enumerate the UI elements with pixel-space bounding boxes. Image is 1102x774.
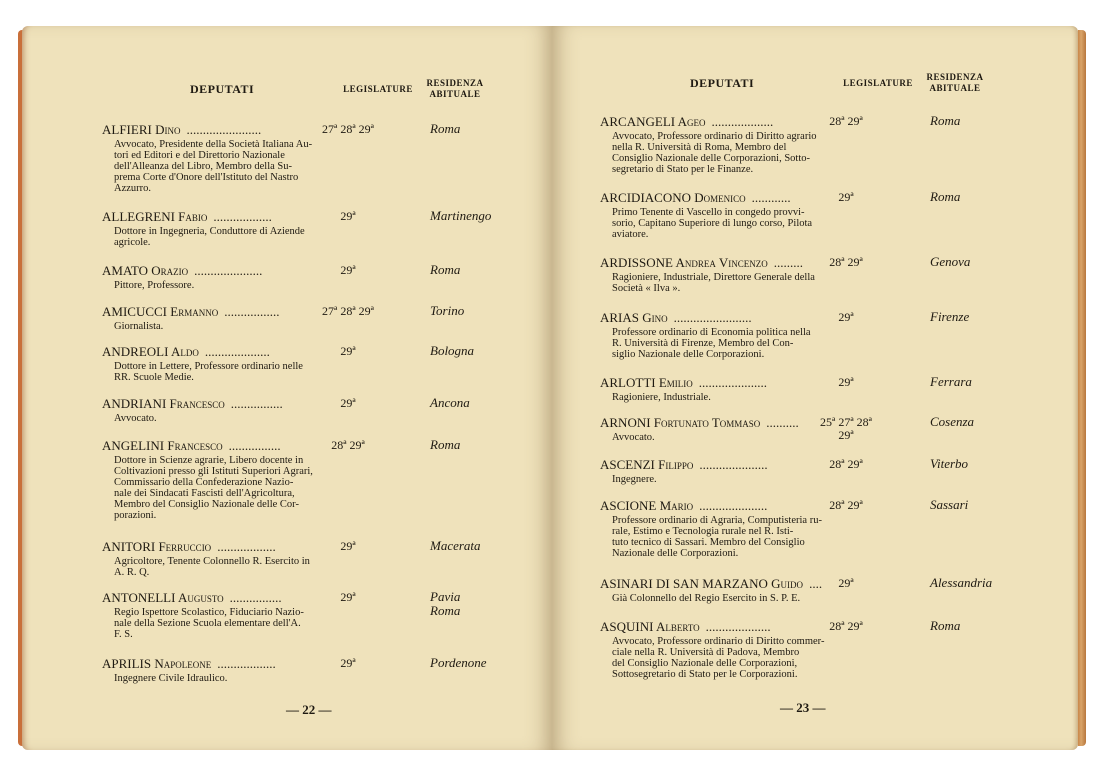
deputy-name: AMICUCCI Ermanno (102, 304, 219, 319)
residence-line: Roma (430, 437, 461, 452)
deputy-legislature (298, 264, 398, 277)
deputy-name-line (600, 576, 1070, 592)
description-line: siglio Nazionale delle Corporazioni. (612, 349, 765, 360)
leader-dots: .................... (705, 619, 771, 634)
description-line: tori ed Editori e del Direttorio Nazionale (114, 150, 285, 161)
leader-dots: ................ (230, 396, 283, 411)
deputy-residence (430, 344, 474, 358)
deputy-entry (102, 304, 552, 332)
residence-line: Roma (430, 262, 461, 277)
legislature-line: 28ª 29ª (829, 457, 863, 471)
deputy-name-line (102, 263, 552, 279)
deputy-residence (430, 263, 460, 277)
deputy-name: ASQUINI Alberto (600, 619, 700, 634)
deputy-name: ALFIERI Dino (102, 122, 181, 137)
deputy-description (612, 272, 1070, 294)
deputy-description (612, 474, 1070, 485)
description-line: Ragioniere, Industriale, Direttore Generale della (612, 272, 815, 283)
deputy-entry (600, 576, 1070, 604)
deputy-name: ARDISSONE Andrea Vincenzo (600, 255, 768, 270)
description-line: agricole. (114, 237, 151, 248)
description-line: rale, Estimo e Tecnologia rurale nel R. Isti- (612, 526, 794, 537)
description-line: sorio, Capitano Superiore di lungo corso, Pilota (612, 218, 813, 229)
deputy-legislature (298, 345, 398, 358)
leader-dots: ................... (711, 114, 774, 129)
page-number-right: — 23 — (780, 700, 826, 715)
deputy-name: ASCIONE Mario (600, 498, 694, 513)
deputy-name-line (102, 122, 552, 138)
leader-dots: ................. (224, 304, 280, 319)
deputy-residence (430, 656, 487, 670)
deputy-entry (600, 498, 1070, 559)
leader-dots: .................. (217, 539, 276, 554)
description-line: R. Università di Firenze, Membro del Con- (612, 338, 794, 349)
deputy-legislature (298, 397, 398, 410)
description-line: nella R. Università di Roma, Membro del (612, 142, 787, 153)
residence-line: Torino (430, 303, 465, 318)
residence-line: Alessandria (930, 575, 993, 590)
deputy-entry (600, 457, 1070, 485)
residence-line: Roma (430, 603, 461, 618)
deputy-entry (102, 122, 552, 194)
legislature-line: 29ª (340, 590, 356, 604)
residence-line: Viterbo (930, 456, 969, 471)
deputy-entry (102, 539, 552, 578)
left-page (22, 26, 552, 750)
deputy-entry (600, 190, 1070, 240)
deputy-name: ASINARI DI SAN MARZANO Guido (600, 576, 804, 591)
deputy-name-line (102, 209, 552, 225)
deputy-description (612, 327, 1070, 360)
deputy-description (612, 515, 1070, 559)
deputy-name: ANDREOLI Aldo (102, 344, 199, 359)
deputy-entry (600, 255, 1070, 294)
deputy-name-line (600, 375, 1070, 391)
deputy-name: ANGELINI Francesco (102, 438, 223, 453)
residence-line: Sassari (930, 497, 969, 512)
leader-dots: ..................... (698, 375, 768, 390)
description-line: Avvocato, Professore ordinario di Diritto agrario (612, 131, 817, 142)
description-line: Avvocato, Presidente della Società Italiana Au- (114, 139, 313, 150)
description-line: Membro del Consiglio Nazionale delle Cor- (114, 499, 299, 510)
description-line: aviatore. (612, 229, 649, 240)
book-spread (22, 26, 1086, 750)
deputy-residence (430, 438, 460, 452)
deputy-residence (430, 304, 464, 318)
residence-line: Roma (930, 189, 961, 204)
legislature-line: 28ª 29ª (829, 619, 863, 633)
leader-dots: ................ (229, 590, 282, 605)
deputy-legislature (796, 577, 896, 590)
deputy-entry (600, 114, 1070, 175)
deputy-residence (430, 209, 491, 223)
deputy-name-line (600, 457, 1070, 473)
legislature-line: 29ª (838, 428, 854, 442)
header-residenza-line2: ABITUALE (429, 89, 481, 99)
deputy-legislature (796, 115, 896, 128)
deputy-legislature (796, 458, 896, 471)
deputy-residence (930, 619, 960, 633)
legislature-line: 29ª (340, 539, 356, 553)
book-right-edge (1078, 30, 1086, 746)
deputy-description (114, 226, 552, 248)
deputy-name-line (600, 310, 1070, 326)
deputy-entry (102, 590, 552, 640)
deputy-description (114, 673, 552, 684)
description-line: Avvocato. (612, 432, 655, 443)
deputy-entry (102, 396, 552, 424)
description-line: Dottore in Scienze agrarie, Libero docente in (114, 455, 304, 466)
description-line: prema Corte d'Onore dell'Istituto del Nastro (114, 172, 299, 183)
deputy-name-line (102, 438, 552, 454)
description-line: Primo Tenente di Vascello in congedo provvi- (612, 207, 805, 218)
deputy-legislature (796, 191, 896, 204)
header-legislature: LEGISLATURE (843, 78, 913, 88)
deputy-name-line (102, 304, 552, 320)
description-line: Già Colonnello del Regio Esercito in S. P. E. (612, 593, 801, 604)
description-line: Dottore in Lettere, Professore ordinario nelle (114, 361, 303, 372)
legislature-line: 25ª 27ª 28ª (820, 415, 872, 429)
deputy-name-line (102, 539, 552, 555)
legislature-line: 29ª (838, 190, 854, 204)
deputy-legislature (796, 376, 896, 389)
description-line: Avvocato. (114, 413, 157, 424)
deputy-residence (930, 255, 970, 269)
deputy-name-line (600, 190, 1070, 206)
residence-line: Ancona (430, 395, 470, 410)
residence-line: Firenze (930, 309, 970, 324)
legislature-line: 29ª (340, 344, 356, 358)
deputy-name: ARCIDIACONO Domenico (600, 190, 746, 205)
residence-line: Cosenza (930, 414, 975, 429)
deputy-legislature (796, 620, 896, 633)
deputy-description (612, 593, 1070, 604)
description-line: Azzurro. (114, 183, 152, 194)
deputy-entry (102, 344, 552, 383)
residence-line: Macerata (430, 538, 481, 553)
description-line: Nazionale delle Corporazioni. (612, 548, 739, 559)
deputy-name-line (600, 619, 1070, 635)
legislature-line: 28ª 29ª (829, 498, 863, 512)
header-residenza-line2: ABITUALE (929, 83, 981, 93)
leader-dots: ......... (773, 255, 804, 270)
legislature-line: 28ª 29ª (331, 438, 365, 452)
header-residenza-line1: RESIDENZA (426, 78, 484, 88)
description-line: Professore ordinario di Agraria, Computisteria ru- (612, 515, 822, 526)
deputy-residence (430, 590, 460, 618)
deputy-name-line (600, 114, 1070, 130)
description-line: A. R. Q. (114, 567, 150, 578)
deputy-legislature (298, 591, 398, 604)
leader-dots: ..................... (194, 263, 263, 278)
deputy-description (114, 556, 552, 578)
leader-dots: .................. (217, 656, 276, 671)
description-line: Sottosegretario di Stato per le Corporazioni. (612, 669, 798, 680)
deputy-description (612, 392, 1070, 403)
deputy-name-line (600, 255, 1070, 271)
deputy-legislature (796, 256, 896, 269)
deputy-residence (930, 457, 968, 471)
deputy-entry (600, 619, 1070, 680)
deputy-legislature (298, 540, 398, 553)
deputy-legislature (298, 657, 398, 670)
legislature-line: 29ª (838, 310, 854, 324)
deputy-residence (430, 396, 470, 410)
page-number-left: — 22 — (286, 702, 332, 717)
description-line: del Consiglio Nazionale delle Corporazioni, (612, 658, 798, 669)
deputy-name-line (102, 396, 552, 412)
deputy-name: ARLOTTI Emilio (600, 375, 693, 390)
description-line: Commissario della Confederazione Nazio- (114, 477, 294, 488)
header-legislature: LEGISLATURE (343, 84, 413, 94)
deputy-name-line (600, 498, 1070, 514)
deputy-name: ARCANGELI Ageo (600, 114, 706, 129)
deputy-entry (102, 656, 552, 684)
residence-line: Martinengo (430, 208, 492, 223)
deputy-legislature (298, 305, 398, 318)
leader-dots: ..................... (699, 498, 768, 513)
leader-dots: ..................... (699, 457, 768, 472)
legislature-line: 29ª (340, 263, 356, 277)
deputy-residence (930, 114, 960, 128)
deputy-description (612, 207, 1070, 240)
legislature-line: 29ª (340, 209, 356, 223)
description-line: Giornalista. (114, 321, 164, 332)
deputy-name: ANTONELLI Augusto (102, 590, 224, 605)
deputy-residence (930, 310, 969, 324)
deputy-description (114, 361, 552, 383)
deputy-name-line (102, 656, 552, 672)
description-line: Dottore in Ingegneria, Conduttore di Aziende (114, 226, 305, 237)
description-line: RR. Scuole Medie. (114, 372, 194, 383)
deputy-description (114, 455, 552, 521)
deputy-residence (930, 498, 968, 512)
deputy-legislature (298, 210, 398, 223)
deputy-name-line (102, 344, 552, 360)
legislature-line: 29ª (838, 576, 854, 590)
leader-dots: ............ (751, 190, 791, 205)
description-line: Consiglio Nazionale delle Corporazioni, Sotto- (612, 153, 811, 164)
header-residenza-line1: RESIDENZA (926, 72, 984, 82)
description-line: Professore ordinario di Economia politica nella (612, 327, 811, 338)
residence-line: Ferrara (930, 374, 972, 389)
description-line: ciale nella R. Università di Padova, Membro (612, 647, 800, 658)
header-deputati: DEPUTATI (190, 82, 255, 96)
deputy-description (114, 607, 552, 640)
legislature-line: 27ª 28ª 29ª (322, 122, 374, 136)
residence-line: Pordenone (430, 655, 487, 670)
deputy-residence (430, 539, 481, 553)
residence-line: Roma (430, 121, 461, 136)
description-line: segretario di Stato per le Finanze. (612, 164, 754, 175)
deputy-name: ANDRIANI Francesco (102, 396, 225, 411)
description-line: Ragioniere, Industriale. (612, 392, 711, 403)
deputy-description (114, 139, 552, 194)
deputy-entry (600, 310, 1070, 360)
leader-dots: .................. (213, 209, 272, 224)
description-line: dell'Alleanza del Libro, Membro della Su- (114, 161, 293, 172)
header-deputati: DEPUTATI (690, 76, 755, 90)
residence-line: Bologna (430, 343, 475, 358)
leader-dots: .................... (204, 344, 270, 359)
deputy-legislature (298, 439, 398, 452)
legislature-line: 28ª 29ª (829, 114, 863, 128)
description-line: porazioni. (114, 510, 157, 521)
deputy-legislature (796, 311, 896, 324)
deputy-entry (102, 209, 552, 248)
legislature-line: 27ª 28ª 29ª (322, 304, 374, 318)
deputy-description (612, 636, 1070, 680)
header-residenza (920, 72, 990, 94)
deputy-legislature (796, 416, 896, 442)
deputy-residence (930, 415, 974, 429)
description-line: Agricoltore, Tenente Colonnello R. Esercito in (114, 556, 310, 567)
deputy-entry (600, 375, 1070, 403)
legislature-line: 29ª (340, 396, 356, 410)
description-line: Ingegnere. (612, 474, 657, 485)
deputy-residence (930, 375, 972, 389)
deputy-legislature (298, 123, 398, 136)
deputy-description (114, 321, 552, 332)
deputy-residence (930, 576, 992, 590)
deputy-name: ASCENZI Filippo (600, 457, 694, 472)
deputy-name: AMATO Orazio (102, 263, 189, 278)
leader-dots: .... (809, 576, 823, 591)
deputy-description (114, 280, 552, 291)
residence-line: Roma (930, 113, 961, 128)
deputy-name: ARIAS Gino (600, 310, 668, 325)
deputy-name: ARNONI Fortunato Tommaso (600, 415, 761, 430)
deputy-residence (430, 122, 460, 136)
leader-dots: ........................ (673, 310, 752, 325)
deputy-name: ALLEGRENI Fabio (102, 209, 208, 224)
leader-dots: .......... (766, 415, 799, 430)
deputy-name: APRILIS Napoleone (102, 656, 212, 671)
deputy-description (612, 131, 1070, 175)
deputy-residence (930, 190, 960, 204)
deputy-legislature (796, 499, 896, 512)
residence-line: Roma (930, 618, 961, 633)
description-line: F. S. (114, 629, 133, 640)
description-line: nale della Sezione Scuola elementare dell'A. (114, 618, 301, 629)
description-line: nale dei Sindacati Fascisti dell'Agricoltura, (114, 488, 295, 499)
description-line: Società « Ilva ». (612, 283, 681, 294)
description-line: Avvocato, Professore ordinario di Diritto commer- (612, 636, 825, 647)
leader-dots: ....................... (186, 122, 262, 137)
description-line: Regio Ispettore Scolastico, Fiduciario Nazio- (114, 607, 304, 618)
legislature-line: 29ª (340, 656, 356, 670)
deputy-entry (600, 415, 1070, 443)
description-line: Pittore, Professore. (114, 280, 195, 291)
deputy-name: ANITORI Ferruccio (102, 539, 212, 554)
description-line: Coltivazioni presso gli Istituti Superiori Agrari, (114, 466, 313, 477)
leader-dots: ................ (228, 438, 281, 453)
deputy-entry (102, 438, 552, 521)
description-line: tuto tecnico di Sassari. Membro del Consiglio (612, 537, 805, 548)
deputy-entry (102, 263, 552, 291)
residence-line: Genova (930, 254, 971, 269)
legislature-line: 28ª 29ª (829, 255, 863, 269)
header-residenza (420, 78, 490, 100)
deputy-description (114, 413, 552, 424)
residence-line: Pavia (430, 589, 461, 604)
legislature-line: 29ª (838, 375, 854, 389)
description-line: Ingegnere Civile Idraulico. (114, 673, 228, 684)
right-page (552, 26, 1078, 750)
